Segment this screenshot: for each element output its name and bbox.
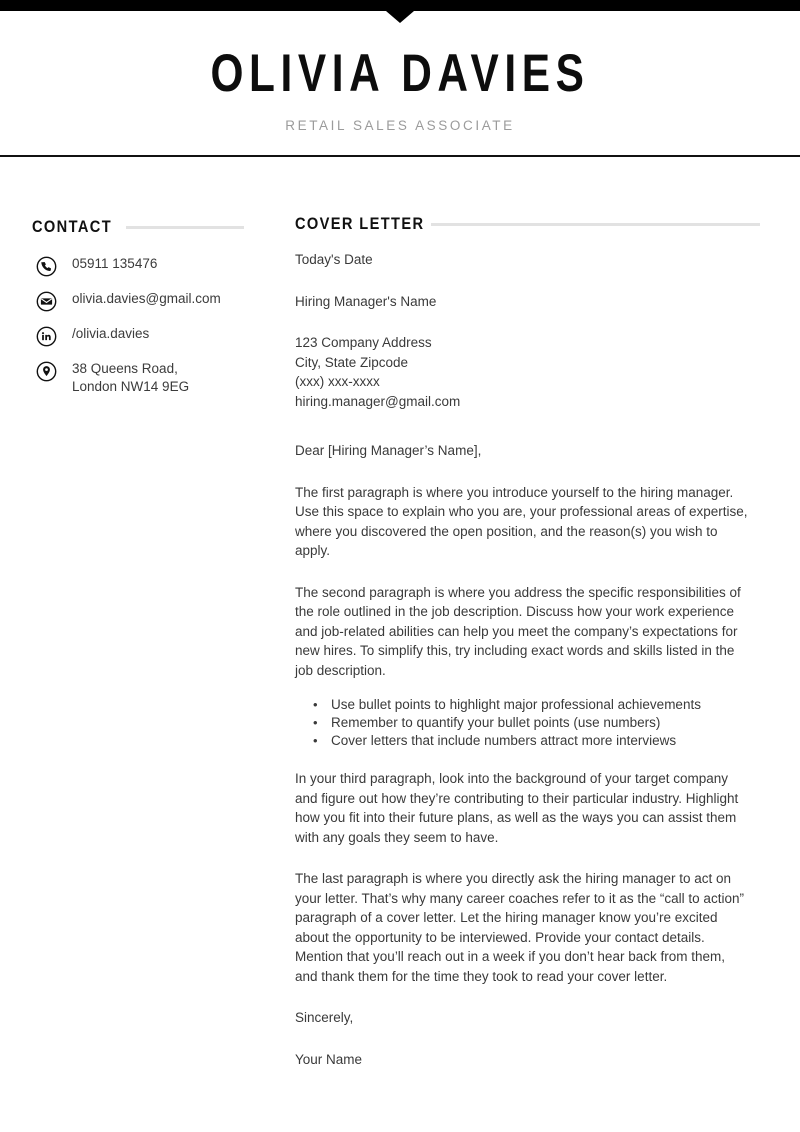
letter-paragraph-3: In your third paragraph, look into the background of your target company and figure out how they’re contributing to their particular industry. Highlight how you fit into their future plans, as well as the ways you can assist them with any goals they seem to have.: [295, 771, 739, 845]
letter-paragraph-4: The last paragraph is where you directly ask the hiring manager to act on your letter. That’s why many career coaches refer to it as the “call to action” paragraph of a cover letter. Let the hiring manager know you’re excited about the opportunity to be interviewed. Provide your contact details. Mention that you’ll reach out in a week if you don’t hear back from them, and thank them for the time they took to read your cover letter.: [295, 871, 744, 984]
list-item: • Cover letters that include numbers attract more interviews: [313, 732, 750, 750]
cover-letter-body: [295, 250, 750, 1091]
contact-item-phone[interactable]: [36, 255, 266, 277]
contact-email-value: olivia.davies@gmail.com: [72, 291, 221, 306]
letter-salutation: Dear [Hiring Manager’s Name],: [295, 443, 482, 458]
recipient-address-line3: (xxx) xxx-xxxx: [295, 374, 380, 389]
letter-signature: Your Name: [295, 1051, 363, 1067]
contact-linkedin-value: /olivia.davies: [72, 326, 150, 341]
contact-item-email[interactable]: [36, 290, 266, 312]
cover-letter-heading-line: [431, 223, 760, 226]
contact-section-heading: [32, 218, 244, 236]
list-item: • Remember to quantify your bullet points (use numbers): [313, 714, 750, 732]
recipient-address-line4: hiring.manager@gmail.com: [295, 393, 461, 409]
page-title: OLIVIA DAVIES: [210, 44, 590, 103]
cover-letter-heading-label: COVER LETTER: [295, 214, 425, 233]
email-icon: [36, 291, 57, 312]
contact-address-line1: 38 Queens Road,: [72, 361, 178, 376]
list-item: • Use bullet points to highlight major professional achievements: [313, 696, 750, 714]
contact-list: [36, 255, 266, 409]
recipient-address-line2: City, State Zipcode: [295, 354, 409, 370]
contact-heading-line: [126, 226, 244, 229]
document-header: [0, 11, 800, 155]
recipient-address-line1: 123 Company Address: [295, 335, 432, 350]
contact-address-line2: London NW14 9EG: [72, 379, 190, 394]
contact-phone-value: 05911 135476: [72, 256, 158, 271]
letter-paragraph-2: The second paragraph is where you address the specific responsibilities of the role outlined in the job description. Discuss how your work experience and job-related abilities can help you meet the company’s expectations for new hires. To simplify this, try including exact words and skills listed in the job description.: [295, 584, 741, 678]
letter-bullet-list: [295, 696, 750, 750]
letter-date: Today's Date: [295, 252, 373, 267]
letter-recipient-name: Hiring Manager's Name: [295, 293, 437, 309]
top-black-bar: [0, 0, 800, 11]
header-divider-rule: [0, 155, 800, 157]
contact-heading-label: CONTACT: [32, 217, 113, 236]
cover-letter-section-heading: [295, 215, 760, 233]
job-title-subtitle: RETAIL SALES ASSOCIATE: [285, 118, 515, 133]
contact-address-value: [72, 360, 189, 396]
contact-item-location[interactable]: [36, 360, 266, 396]
phone-icon: [36, 256, 57, 277]
linkedin-icon: [36, 326, 57, 347]
letter-paragraph-1: The first paragraph is where you introduce yourself to the hiring manager. Use this space to explain who you are, your professional areas of expertise, where you discovered the open position, and the reason(s) you wish to apply.: [295, 484, 748, 558]
contact-item-linkedin[interactable]: [36, 325, 266, 347]
letter-closing: Sincerely,: [295, 1010, 354, 1025]
letter-recipient-address: [295, 333, 750, 411]
location-icon: [36, 361, 57, 382]
